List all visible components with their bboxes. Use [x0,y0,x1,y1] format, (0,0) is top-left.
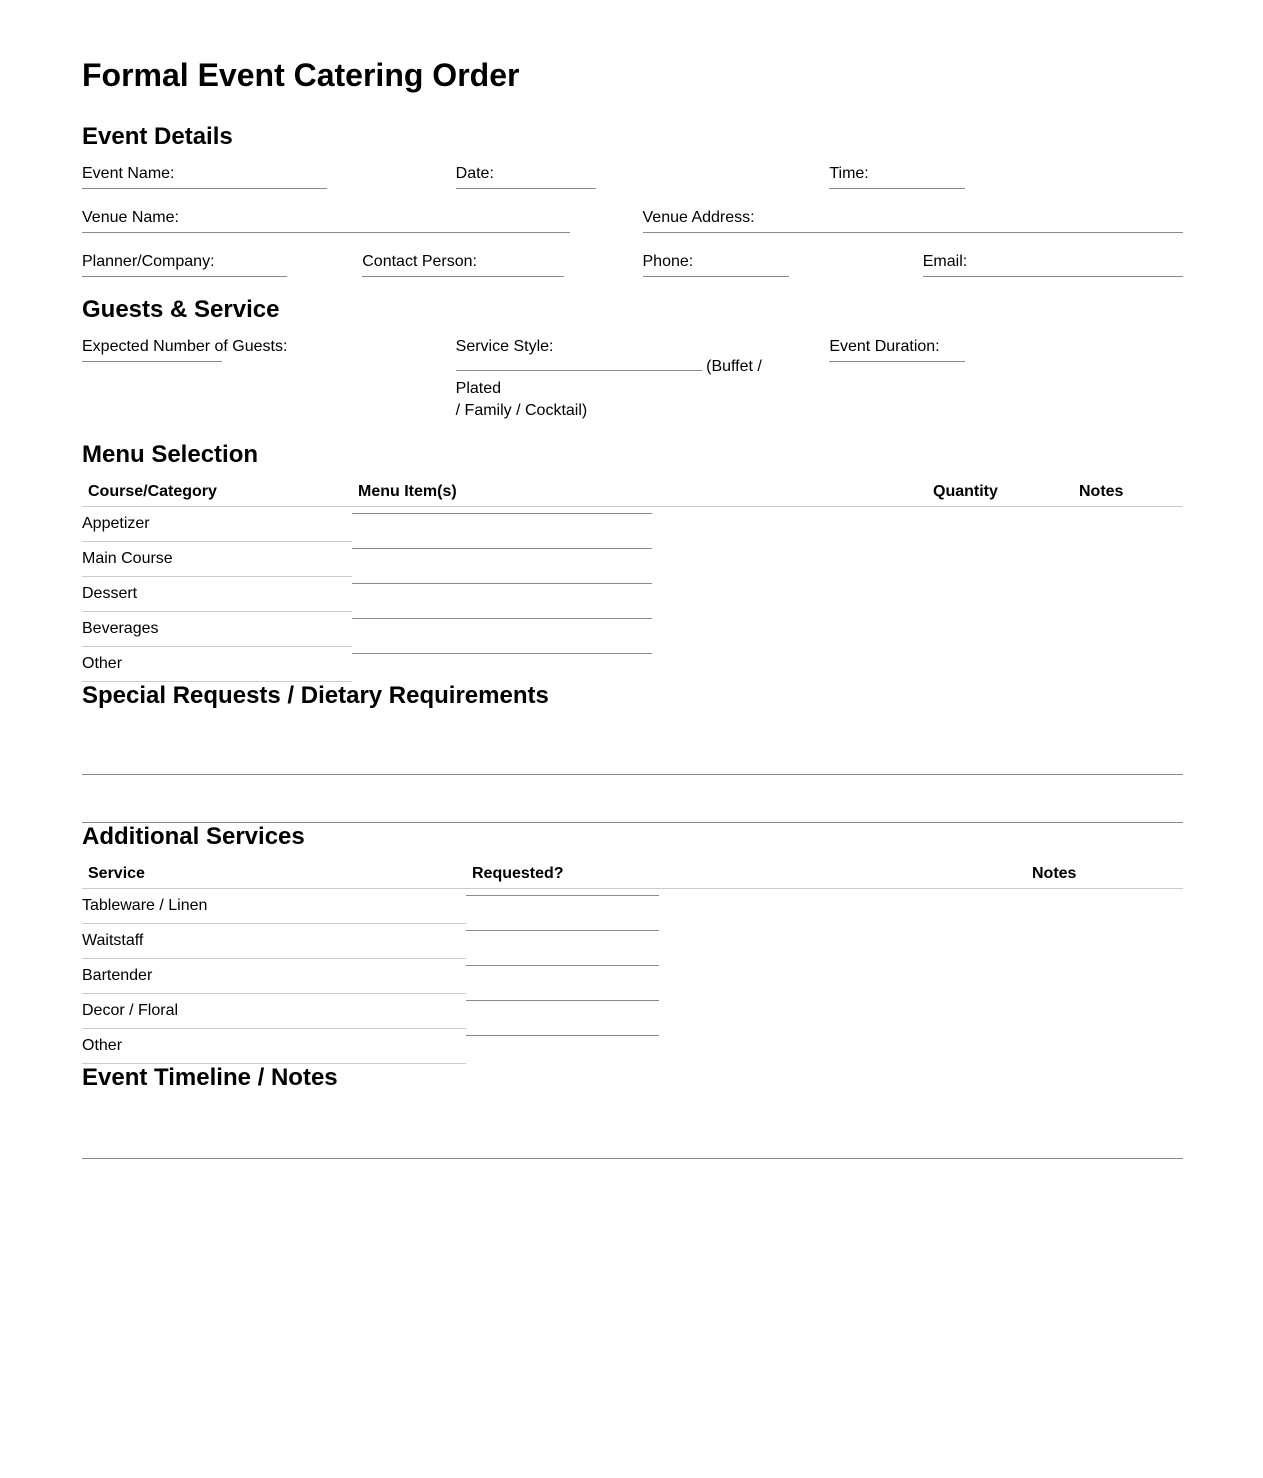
guests-service-row [82,337,1183,422]
services-table-row [82,994,1183,1029]
services-table-row [82,924,1183,959]
menu-notes-cell [1073,577,1183,612]
event-name-label: Event Name: [82,165,175,182]
menu-notes-cell [1073,542,1183,577]
service-style-hint-part2: / Family / Cocktail) [455,402,588,419]
event-duration-field [829,337,1183,422]
menu-table-row [82,542,1183,577]
services-table-header-row [82,864,1183,889]
event-details-row-3 [82,252,1183,277]
email-label: Email: [922,253,968,270]
date-blank-line [456,183,596,189]
menu-row-category: Other [82,647,352,682]
section-heading-special-requests: Special Requests / Dietary Requirements [82,682,549,709]
planner-company-field [82,252,342,277]
services-col-requested: Requested? [466,864,1026,889]
service-style-line-and-hint [456,356,810,400]
venue-name-label: Venue Name: [82,209,179,226]
menu-row-category: Beverages [82,612,352,647]
section-heading-event-timeline: Event Timeline / Notes [82,1064,338,1091]
service-requested-blank-line [466,959,659,966]
service-notes-cell [1026,889,1183,924]
section-heading-guests-service: Guests & Service [82,296,280,323]
page-title: Formal Event Catering Order [82,57,520,93]
service-requested-blank-line [466,1029,659,1036]
menu-row-category: Dessert [82,577,352,612]
time-field [829,164,1183,189]
menu-row-category: Main Course [82,542,352,577]
menu-selection-table [82,482,1183,682]
services-table-row [82,889,1183,924]
menu-col-menu-items: Menu Item(s) [352,482,927,507]
menu-table-row [82,612,1183,647]
section-heading-additional-services: Additional Services [82,823,305,850]
service-row-label: Waitstaff [82,924,466,959]
menu-table-row [82,647,1183,682]
menu-table-header-row [82,482,1183,507]
menu-notes-cell [1073,612,1183,647]
time-blank-line [829,183,965,189]
service-notes-cell [1026,1029,1183,1064]
services-table-row [82,1029,1183,1064]
phone-field [643,252,903,277]
email-blank-line [923,271,1183,277]
section-heading-menu-selection: Menu Selection [82,441,259,468]
event-timeline-blank-line [82,1105,1183,1159]
menu-item-blank-line [352,577,652,584]
expected-guests-label: Expected Number of Guests: [82,338,288,355]
date-label: Date: [455,165,494,182]
contact-person-label: Contact Person: [362,253,477,270]
special-requests-blank-line-1 [82,723,1183,775]
menu-item-blank-line [352,612,652,619]
event-duration-label: Event Duration: [829,338,940,355]
event-name-blank-line [82,183,327,189]
services-col-service: Service [82,864,466,889]
menu-item-blank-line [352,647,652,654]
expected-guests-blank-line [82,356,222,362]
menu-item-blank-line [352,542,652,549]
venue-name-field [82,208,623,233]
section-heading-event-details: Event Details [82,123,233,150]
menu-quantity-cell [927,542,1073,577]
menu-table-row [82,507,1183,542]
service-row-label: Bartender [82,959,466,994]
contact-person-blank-line [362,271,564,277]
service-requested-blank-line [466,889,659,896]
menu-quantity-cell [927,647,1073,682]
menu-item-blank-line [352,507,652,514]
venue-name-blank-line [82,227,570,233]
additional-services-table [82,864,1183,1064]
service-style-blank-line [456,362,702,371]
menu-notes-cell [1073,507,1183,542]
menu-col-course-category: Course/Category [82,482,352,507]
phone-blank-line [643,271,789,277]
menu-col-notes: Notes [1073,482,1183,507]
phone-label: Phone: [642,253,694,270]
service-style-hint-part1: (Buffet / Plated [455,358,762,397]
service-requested-blank-line [466,924,659,931]
time-label: Time: [829,165,869,182]
service-style-label: Service Style: [455,338,554,355]
event-details-row-1 [82,164,1183,189]
menu-quantity-cell [927,577,1073,612]
email-field [923,252,1183,277]
expected-guests-field [82,337,436,422]
planner-company-blank-line [82,271,287,277]
menu-col-quantity: Quantity [927,482,1073,507]
menu-row-category: Appetizer [82,507,352,542]
venue-address-label: Venue Address: [642,209,755,226]
service-style-field [456,337,810,422]
service-row-label: Other [82,1029,466,1064]
menu-quantity-cell [927,612,1073,647]
service-requested-blank-line [466,994,659,1001]
service-notes-cell [1026,924,1183,959]
services-table-row [82,959,1183,994]
menu-notes-cell [1073,647,1183,682]
menu-table-row [82,577,1183,612]
event-name-field [82,164,436,189]
event-duration-blank-line [829,356,965,362]
planner-company-label: Planner/Company: [82,253,215,270]
venue-address-blank-line [643,227,1184,233]
services-col-notes: Notes [1026,864,1183,889]
service-row-label: Tableware / Linen [82,889,466,924]
special-requests-blank-line-2 [82,775,1183,823]
menu-quantity-cell [927,507,1073,542]
service-notes-cell [1026,959,1183,994]
date-field [456,164,810,189]
service-notes-cell [1026,994,1183,1029]
contact-person-field [362,252,622,277]
event-details-row-2 [82,208,1183,233]
venue-address-field [643,208,1184,233]
service-row-label: Decor / Floral [82,994,466,1029]
